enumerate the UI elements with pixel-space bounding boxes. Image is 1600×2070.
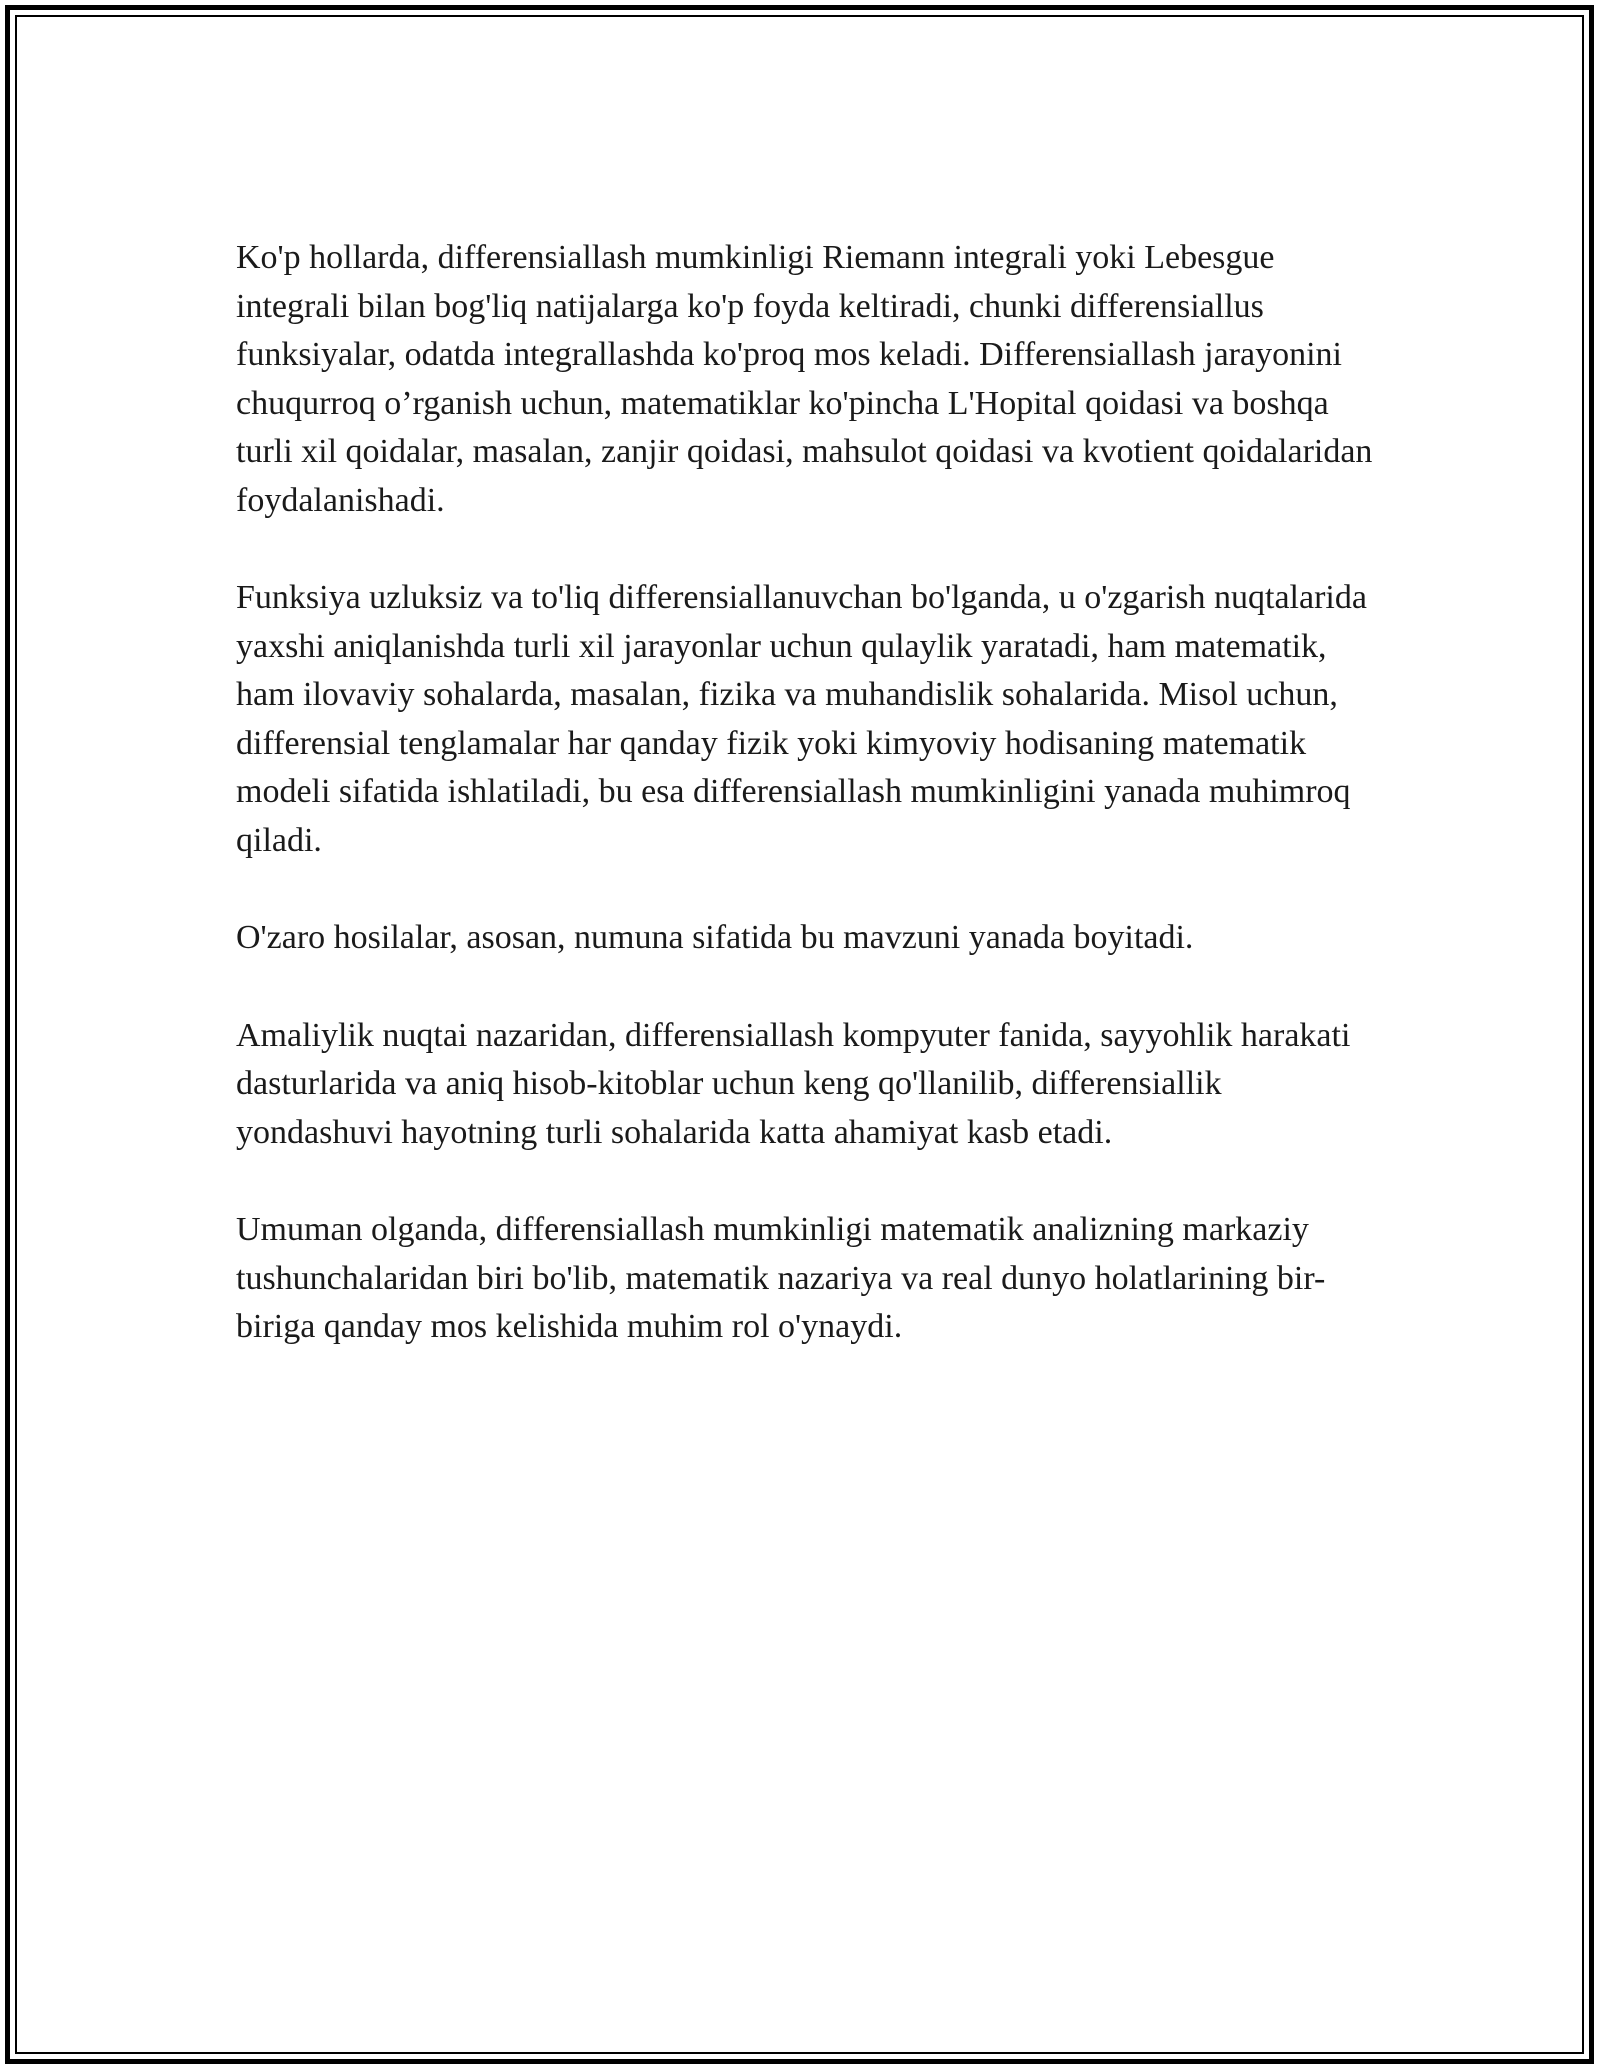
paragraph-5: Umuman olganda, differensiallash mumkinligi matematik analizning markaziy tushunchalaridan biri bo'lib, matematik nazariya va real dunyo holatlarining bir-biriga qanday mos kelishida muhim rol o'ynaydi. (236, 1211, 1326, 1345)
document-body (236, 234, 1376, 1401)
paragraph-3: O'zaro hosilalar, asosan, numuna sifatida bu mavzuni yanada boyitadi. (236, 919, 1194, 956)
paragraph-4: Amaliylik nuqtai nazaridan, differensiallash kompyuter fanida, sayyohlik harakati dasturlarida va aniq hisob-kitoblar uchun keng qo'llanilib, differensiallik yondashuvi hayotning turli sohalarida katta ahamiyat kasb etadi. (236, 1016, 1351, 1151)
paragraph-1: Ko'p hollarda, differensiallash mumkinligi Riemann integrali yoki Lebesgue integrali bilan bog'liq natijalarga ko'p foyda keltiradi, chunki differensiallus funksiyalar, odatda integrallashda ko'proq mos keladi. Differensiallash jarayonini chuqurroq o’rganish uchun, matematiklar ko'pincha L'Hopital qoidasi va boshqa turli xil qoidalar, masalan, zanjir qoidasi, mahsulot qoidasi va kvotient qoidalaridan foydalanishadi. (236, 239, 1373, 519)
paragraph-2: Funksiya uzluksiz va to'liq differensiallanuvchan bo'lganda, u o'zgarish nuqtalarida yaxshi aniqlanishda turli xil jarayonlar uchun qulaylik yaratadi, ham matematik, ham ilovaviy sohalarda, masalan, fizika va muhandislik sohalarida. Misol uchun, differensial tenglamalar har qanday fizik yoki kimyoviy hodisaning matematik modeli sifatida ishlatiladi, bu esa differensiallash mumkinligini yanada muhimroq qiladi. (236, 579, 1367, 859)
